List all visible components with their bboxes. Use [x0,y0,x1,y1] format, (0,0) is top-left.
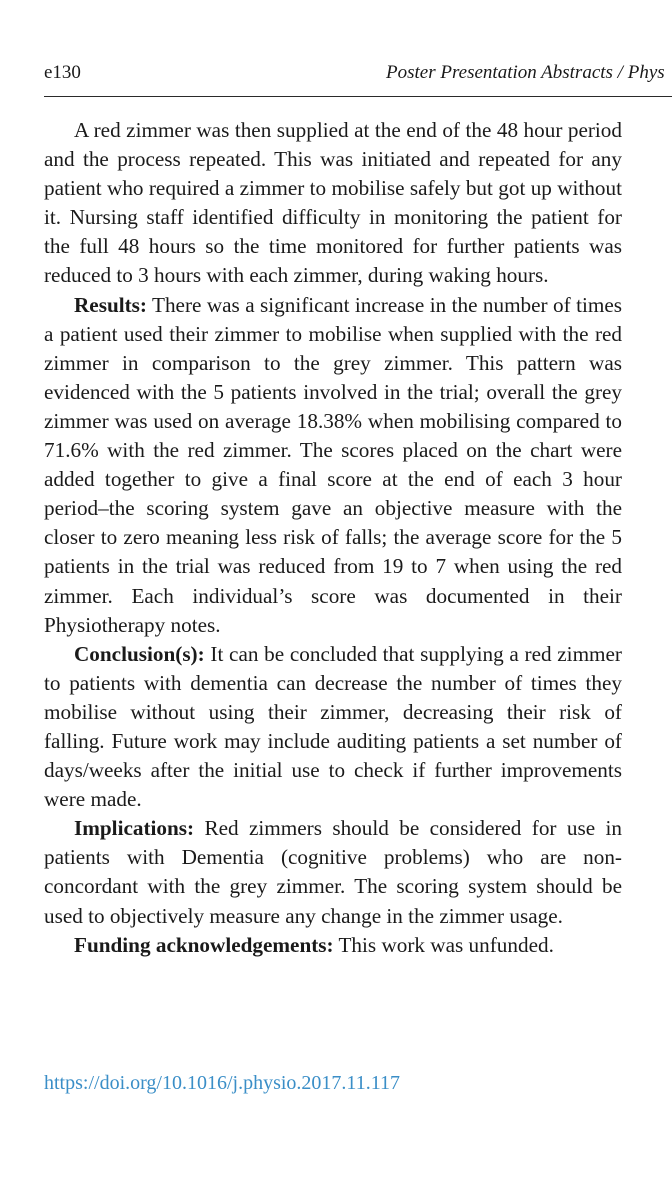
page-header [44,62,672,90]
funding-label: Funding acknowledgements: [74,932,334,957]
paragraph-funding [44,931,622,960]
implications-text: Red zimmers should be considered for use in patients with Dementia (cognitive problems) who are non-concordant with the grey zimmer. The scoring system should be used to objectively measure any change in the zimmer usage. [44,816,622,928]
header-rule [44,96,672,97]
paragraph-results [44,291,622,640]
running-head: Poster Presentation Abstracts / Phys [386,62,665,83]
paragraph-conclusion [44,640,622,815]
results-text: There was a significant increase in the number of times a patient used their zimmer to mobilise when supplied with the red zimmer in comparison to the grey zimmer. This pattern was evidenced with the 5 patients involved in the trial; overall the grey zimmer was used on average 18.38% when mobilising compared to 71.6% with the red zimmer. The scores placed on the chart were added together to give a final score at the end of each 3 hour period–the scoring system gave an objective measure with the closer to zero meaning less risk of falls; the average score for the 5 patients in the trial was reduced from 19 to 7 when using the red zimmer. Each individual’s score was documented in their Physiotherapy notes. [44,292,622,637]
abstract-body [44,116,622,960]
results-label: Results: [74,292,147,317]
paragraph-intro: A red zimmer was then supplied at the end of the 48 hour period and the process repeated. This was initiated and repeated for any patient who required a zimmer to mobilise safely but got up without it. Nursing staff identified difficulty in monitoring the patient for the full 48 hours so the time monitored for further patients was reduced to 3 hours with each zimmer, during waking hours. [44,118,622,288]
doi-link[interactable]: https://doi.org/10.1016/j.physio.2017.11.117 [44,1072,400,1094]
conclusion-text: It can be concluded that supplying a red zimmer to patients with dementia can decrease the number of times they mobilise without using their zimmer, decreasing their risk of falling. Future work may include auditing patients a set number of days/weeks after the initial use to check if further improvements were made. [44,641,622,812]
implications-label: Implications: [74,816,195,841]
page-number: e130 [44,62,81,83]
funding-text: This work was unfunded. [333,932,554,957]
paragraph-implications [44,814,622,930]
conclusion-label: Conclusion(s): [74,641,205,666]
